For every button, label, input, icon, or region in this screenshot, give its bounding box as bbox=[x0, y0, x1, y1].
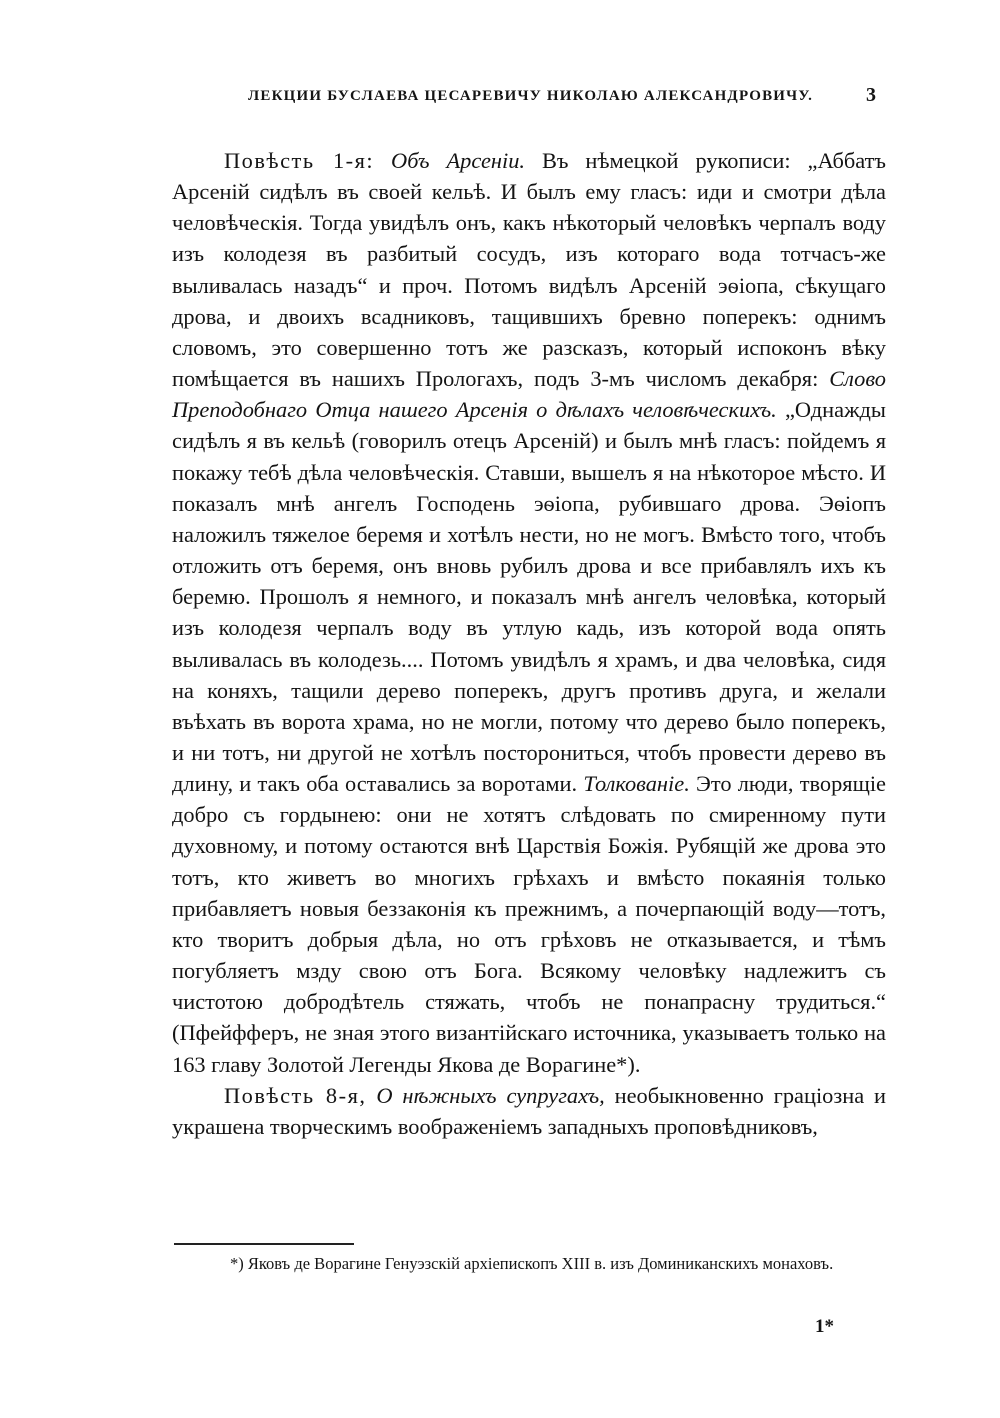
story-8-title: О нѣжныхъ супругахъ, bbox=[376, 1082, 605, 1108]
signature-mark: 1* bbox=[815, 1316, 834, 1337]
running-head: ЛЕКЦИИ БУСЛАЕВА ЦЕСАРЕВИЧУ НИКОЛАЮ АЛЕКСАНДРОВИЧУ. bbox=[248, 88, 814, 104]
page-number: 3 bbox=[866, 84, 876, 106]
story-1-text-part-1: Въ нѣмецкой рукописи: „Аббатъ Арсеній сидѣлъ въ своей кельѣ. И былъ ему гласъ: иди и смотри дѣла человѣческія. Тогда увидѣлъ онъ, какъ нѣкоторый человѣкъ черпалъ воду изъ колодезя въ разбитый сосудъ, изъ котораго вода тотчасъ-же выливалась назадъ“ и проч. Потомъ видѣлъ Арсеній эѳіопа, сѣкущаго дрова, и двоихъ всадниковъ, тащившихъ бревно поперекъ: однимъ словомъ, это совершенно тотъ же разсказъ, который испоконъ вѣку помѣщается въ нашихъ Прологахъ, подъ 3-мъ числомъ декабря: bbox=[172, 148, 886, 392]
story-1-text-part-2: „Однажды сидѣлъ я въ кельѣ (говорилъ отецъ Арсеній) и былъ мнѣ гласъ: пойдемъ я покажу тебѣ дѣла человѣческія. Ставши, вышелъ я на нѣкоторое мѣсто. И показалъ мнѣ ангелъ Господень эѳіопа, рубившаго дрова. Эѳіопъ наложилъ тяжелое беремя и хотѣлъ нести, но не могъ. Вмѣсто того, чтобъ отложить отъ беремя, онъ вновь рубилъ дрова и все прибавлялъ ихъ къ беремю. Прошолъ я немного, и показалъ мнѣ ангелъ человѣка, который изъ колодезя черпалъ воду въ утлую кадь, изъ которой вода опять выливалась въ колодезь.... Потомъ увидѣлъ я храмъ, и два человѣка, сидя на коняхъ, тащили дерево поперекъ, другъ противъ друга, и желали въѣхать въ ворота храма, но не могли, потому что дерево было поперекъ, и ни тотъ, ни другой не хотѣлъ посторониться, чтобъ провести дерево въ длину, и такъ оба оставались за воротами. bbox=[172, 397, 886, 797]
story-1-title: Объ Арсеніи. bbox=[391, 148, 526, 173]
story-1-text-part-3: Это люди, творящіе добро съ гордынею: они не хотятъ слѣдовать по смиренному пути духовному, и потому остаются внѣ Царствія Божія. Рубящій же дрова это тотъ, кто живетъ во многихъ грѣхахъ и вмѣсто покаянія только прибавляетъ новыя беззаконія къ прежнимъ, а почерпающій воду—тотъ, кто творитъ добрыя дѣла, но отъ грѣховъ не отказывается, и тѣмъ погубляетъ мзду свою отъ Бога. Всякому человѣку надлежитъ съ чистотою добродѣтель стяжать, чтобъ не понапрасну трудиться.“ (Пфейфферъ, не зная этого византійскаго источника, указываетъ только на 163 главу Золотой Легенды Якова де Ворагине*). bbox=[172, 771, 886, 1077]
body-text bbox=[172, 145, 886, 1142]
prologue-sermon-title: Слово Преподобнаго Отца нашего Арсенія о дѣлахъ человѣческихъ. bbox=[172, 366, 886, 423]
story-8-label: Повѣсть 8-я, bbox=[224, 1082, 367, 1108]
footnote: *) Яковъ де Ворагине Генуэзскій архіепископъ XIII в. изъ Доминиканскихъ монаховъ. bbox=[230, 1254, 834, 1273]
footnote-rule bbox=[174, 1243, 354, 1245]
paragraph-story-1 bbox=[172, 145, 886, 1080]
paragraph-story-8 bbox=[172, 1080, 886, 1142]
story-8-text: необыкновенно граціозна и украшена творческимъ воображеніемъ западныхъ проповѣдниковъ, bbox=[172, 1082, 886, 1139]
story-1-label: Повѣсть 1-я: bbox=[224, 148, 375, 173]
interpretation-heading: Толкованіе. bbox=[583, 771, 690, 797]
